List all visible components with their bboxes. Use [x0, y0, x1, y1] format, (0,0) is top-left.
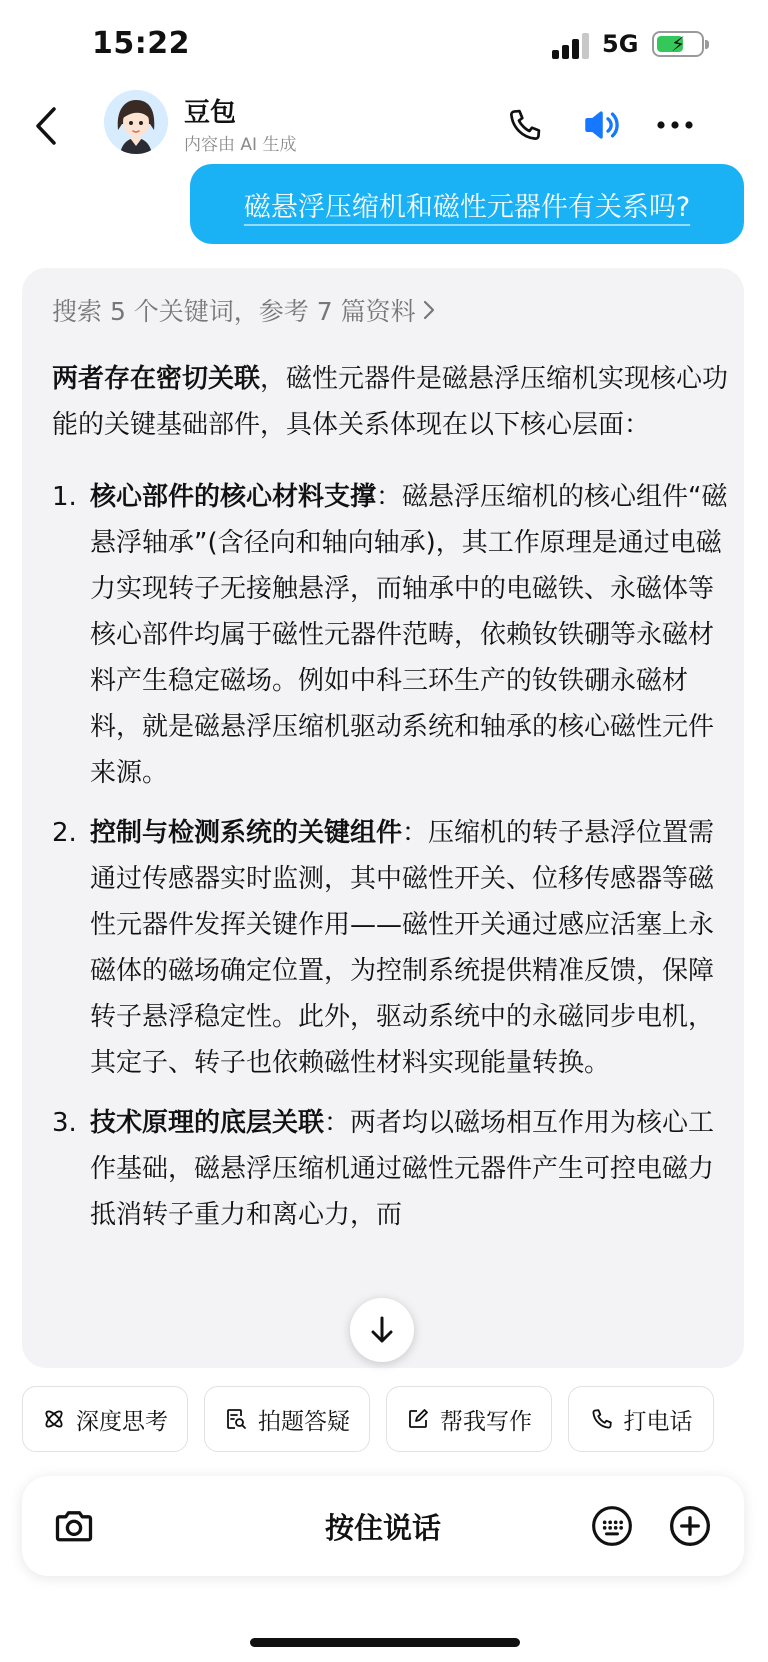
- answer-body: [52, 356, 738, 1252]
- quick-actions: [22, 1386, 768, 1454]
- keyboard-icon: [590, 1504, 634, 1548]
- scroll-to-bottom-button[interactable]: [350, 1298, 414, 1362]
- bot-avatar[interactable]: [104, 90, 168, 154]
- list-number: 1.: [52, 482, 77, 512]
- plus-circle-icon: [668, 1504, 712, 1548]
- list-item: [52, 810, 738, 1086]
- chip-writing[interactable]: [386, 1386, 552, 1452]
- keyboard-button[interactable]: [588, 1502, 636, 1550]
- intro-text: ，磁性元器件是磁悬浮压缩机实现核心功能的关键基础部件，具体关系体现在以下核心层面：: [52, 364, 729, 440]
- list-item-text: ：磁悬浮压缩机的核心组件“磁悬浮轴承”(含径向和轴向轴承)，其工作原理是通过电磁力实现转子无接触悬浮，而轴承中的电磁铁、永磁体等核心部件均属于磁性元器件范畴，依赖钕铁硼等永磁材料产生稳定磁场。例如中科三环生产的钕铁硼永磁材料，就是磁悬浮压缩机驱动系统和轴承的核心磁性元件来源。: [90, 482, 728, 788]
- edit-icon: [406, 1407, 430, 1431]
- chevron-right-icon: [422, 298, 436, 322]
- search-document-icon: [224, 1407, 248, 1431]
- list-item: [52, 1100, 738, 1238]
- chat-header: [0, 90, 768, 162]
- chip-label: 深度思考: [76, 1408, 168, 1435]
- list-number: 2.: [52, 818, 77, 848]
- signal-icon: [552, 33, 590, 59]
- chip-label: 拍题答疑: [258, 1408, 350, 1435]
- ai-disclaimer: 内容由 AI 生成: [184, 135, 297, 155]
- phone-icon: [506, 106, 544, 144]
- chevron-left-icon: [33, 106, 59, 146]
- list-item-title: 控制与检测系统的关键组件: [90, 818, 403, 848]
- chip-photo-question[interactable]: [204, 1386, 370, 1452]
- search-summary: 搜索 5 个关键词，参考 7 篇资料: [52, 297, 416, 326]
- chip-label: 打电话: [623, 1408, 693, 1435]
- ai-answer-card: [22, 268, 744, 1368]
- user-message-bubble[interactable]: [190, 164, 744, 244]
- list-item-title: 技术原理的底层关联: [90, 1108, 325, 1138]
- list-number: 3.: [52, 1108, 77, 1138]
- answer-intro: [52, 356, 738, 448]
- status-bar: [0, 0, 768, 90]
- home-indicator: [250, 1638, 520, 1647]
- list-item-title: 核心部件的核心材料支撑: [90, 482, 377, 512]
- hold-to-talk-button[interactable]: 按住说话: [324, 1511, 441, 1545]
- chip-label: 帮我写作: [440, 1408, 532, 1435]
- status-time: 15:22: [92, 26, 190, 61]
- chip-deep-think[interactable]: [22, 1386, 188, 1452]
- voice-playback-button[interactable]: [576, 100, 626, 150]
- phone-call-button[interactable]: [500, 100, 550, 150]
- list-item-text: ：压缩机的转子悬浮位置需通过传感器实时监测，其中磁性开关、位移传感器等磁性元器件发挥关键作用——磁性开关通过感应活塞上永磁体的磁场确定位置，为控制系统提供精准反馈，保障转子悬浮稳定性。此外，驱动系统中的永磁同步电机，其定子、转子也依赖磁性材料实现能量转换。: [90, 818, 715, 1078]
- intro-bold: 两者存在密切关联: [52, 364, 261, 394]
- back-button[interactable]: [22, 102, 70, 150]
- chip-call[interactable]: [568, 1386, 714, 1452]
- arrow-down-icon: [368, 1315, 396, 1345]
- phone-icon: [590, 1407, 614, 1431]
- add-button[interactable]: [666, 1502, 714, 1550]
- more-icon: [655, 119, 695, 131]
- more-options-button[interactable]: [650, 100, 700, 150]
- search-references-link[interactable]: [52, 292, 436, 328]
- volume-icon: [580, 104, 622, 146]
- list-item-text: ：两者均以磁场相互作用为核心工作基础，磁悬浮压缩机通过磁性元器件产生可控电磁力抵消转子重力和离心力，而: [90, 1108, 715, 1230]
- atom-icon: [42, 1407, 66, 1431]
- user-message-text: 磁悬浮压缩机和磁性元器件有关系吗?: [243, 191, 691, 223]
- input-bar: [22, 1476, 744, 1576]
- battery-icon: ⚡: [652, 31, 704, 57]
- network-type: 5G: [602, 30, 639, 58]
- bot-name: 豆包: [184, 98, 237, 128]
- list-item: [52, 474, 738, 796]
